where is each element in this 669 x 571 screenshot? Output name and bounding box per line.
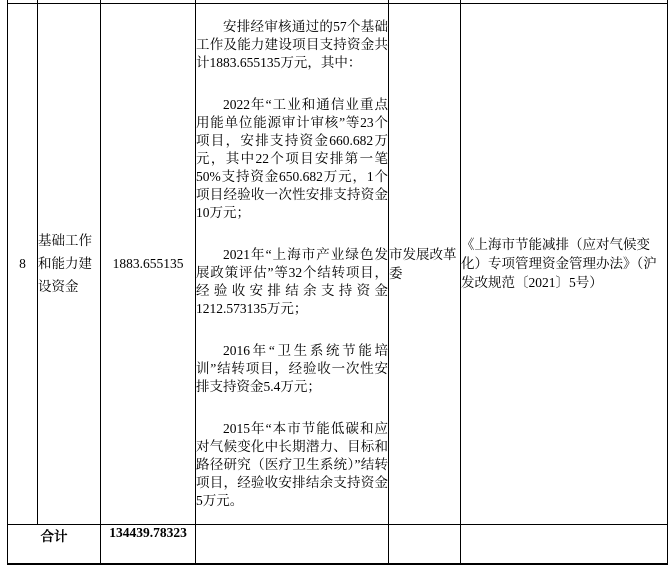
total-label-cell: 合计 <box>8 524 101 564</box>
details-paragraphs <box>196 18 388 510</box>
table-row-8 <box>8 3 668 524</box>
fund-name-cell: 基础工作和能力建设资金 <box>38 3 101 524</box>
total-row <box>8 524 668 564</box>
empty-cell <box>461 524 668 564</box>
details-paragraph: 2015年“本市节能低碳和应对气候变化中长期潜力、目标和路径研究（医疗卫生系统）”结转项目，经验收安排结余支持资金5万元。 <box>196 420 388 508</box>
empty-cell <box>389 524 461 564</box>
policy-basis-cell: 《上海市节能减排（应对气候变化）专项管理资金管理办法》（沪发改规范〔2021〕5号） <box>461 3 668 524</box>
fund-details-cell <box>196 3 389 524</box>
details-paragraph: 2021年“上海市产业绿色发展政策评估”等32个结转项目，经验收安排结余支持资金1212.573135万元； <box>196 246 388 316</box>
details-paragraph: 2016年“卫生系统节能培训”结转项目，经验收一次性安排支持资金5.4万元； <box>196 342 388 394</box>
fund-amount-cell: 1883.655135 <box>101 3 196 524</box>
total-amount-cell: 134439.78323 <box>101 524 196 564</box>
department-cell: 市发展改革委 <box>389 3 461 524</box>
details-paragraph: 安排经审核通过的57个基础工作及能力建设项目支持资金共计1883.655135万元，其中： <box>196 18 388 70</box>
empty-cell <box>196 524 389 564</box>
funding-allocation-table <box>7 0 668 565</box>
details-paragraph: 2022年“工业和通信业重点用能单位能源审计审核”等23个项目，安排支持资金660.682万元，其中22个项目安排第一笔50%支持资金650.682万元，1个项目经验收一次性安排支持资金10万元； <box>196 96 388 220</box>
row-number-cell: 8 <box>8 3 38 524</box>
